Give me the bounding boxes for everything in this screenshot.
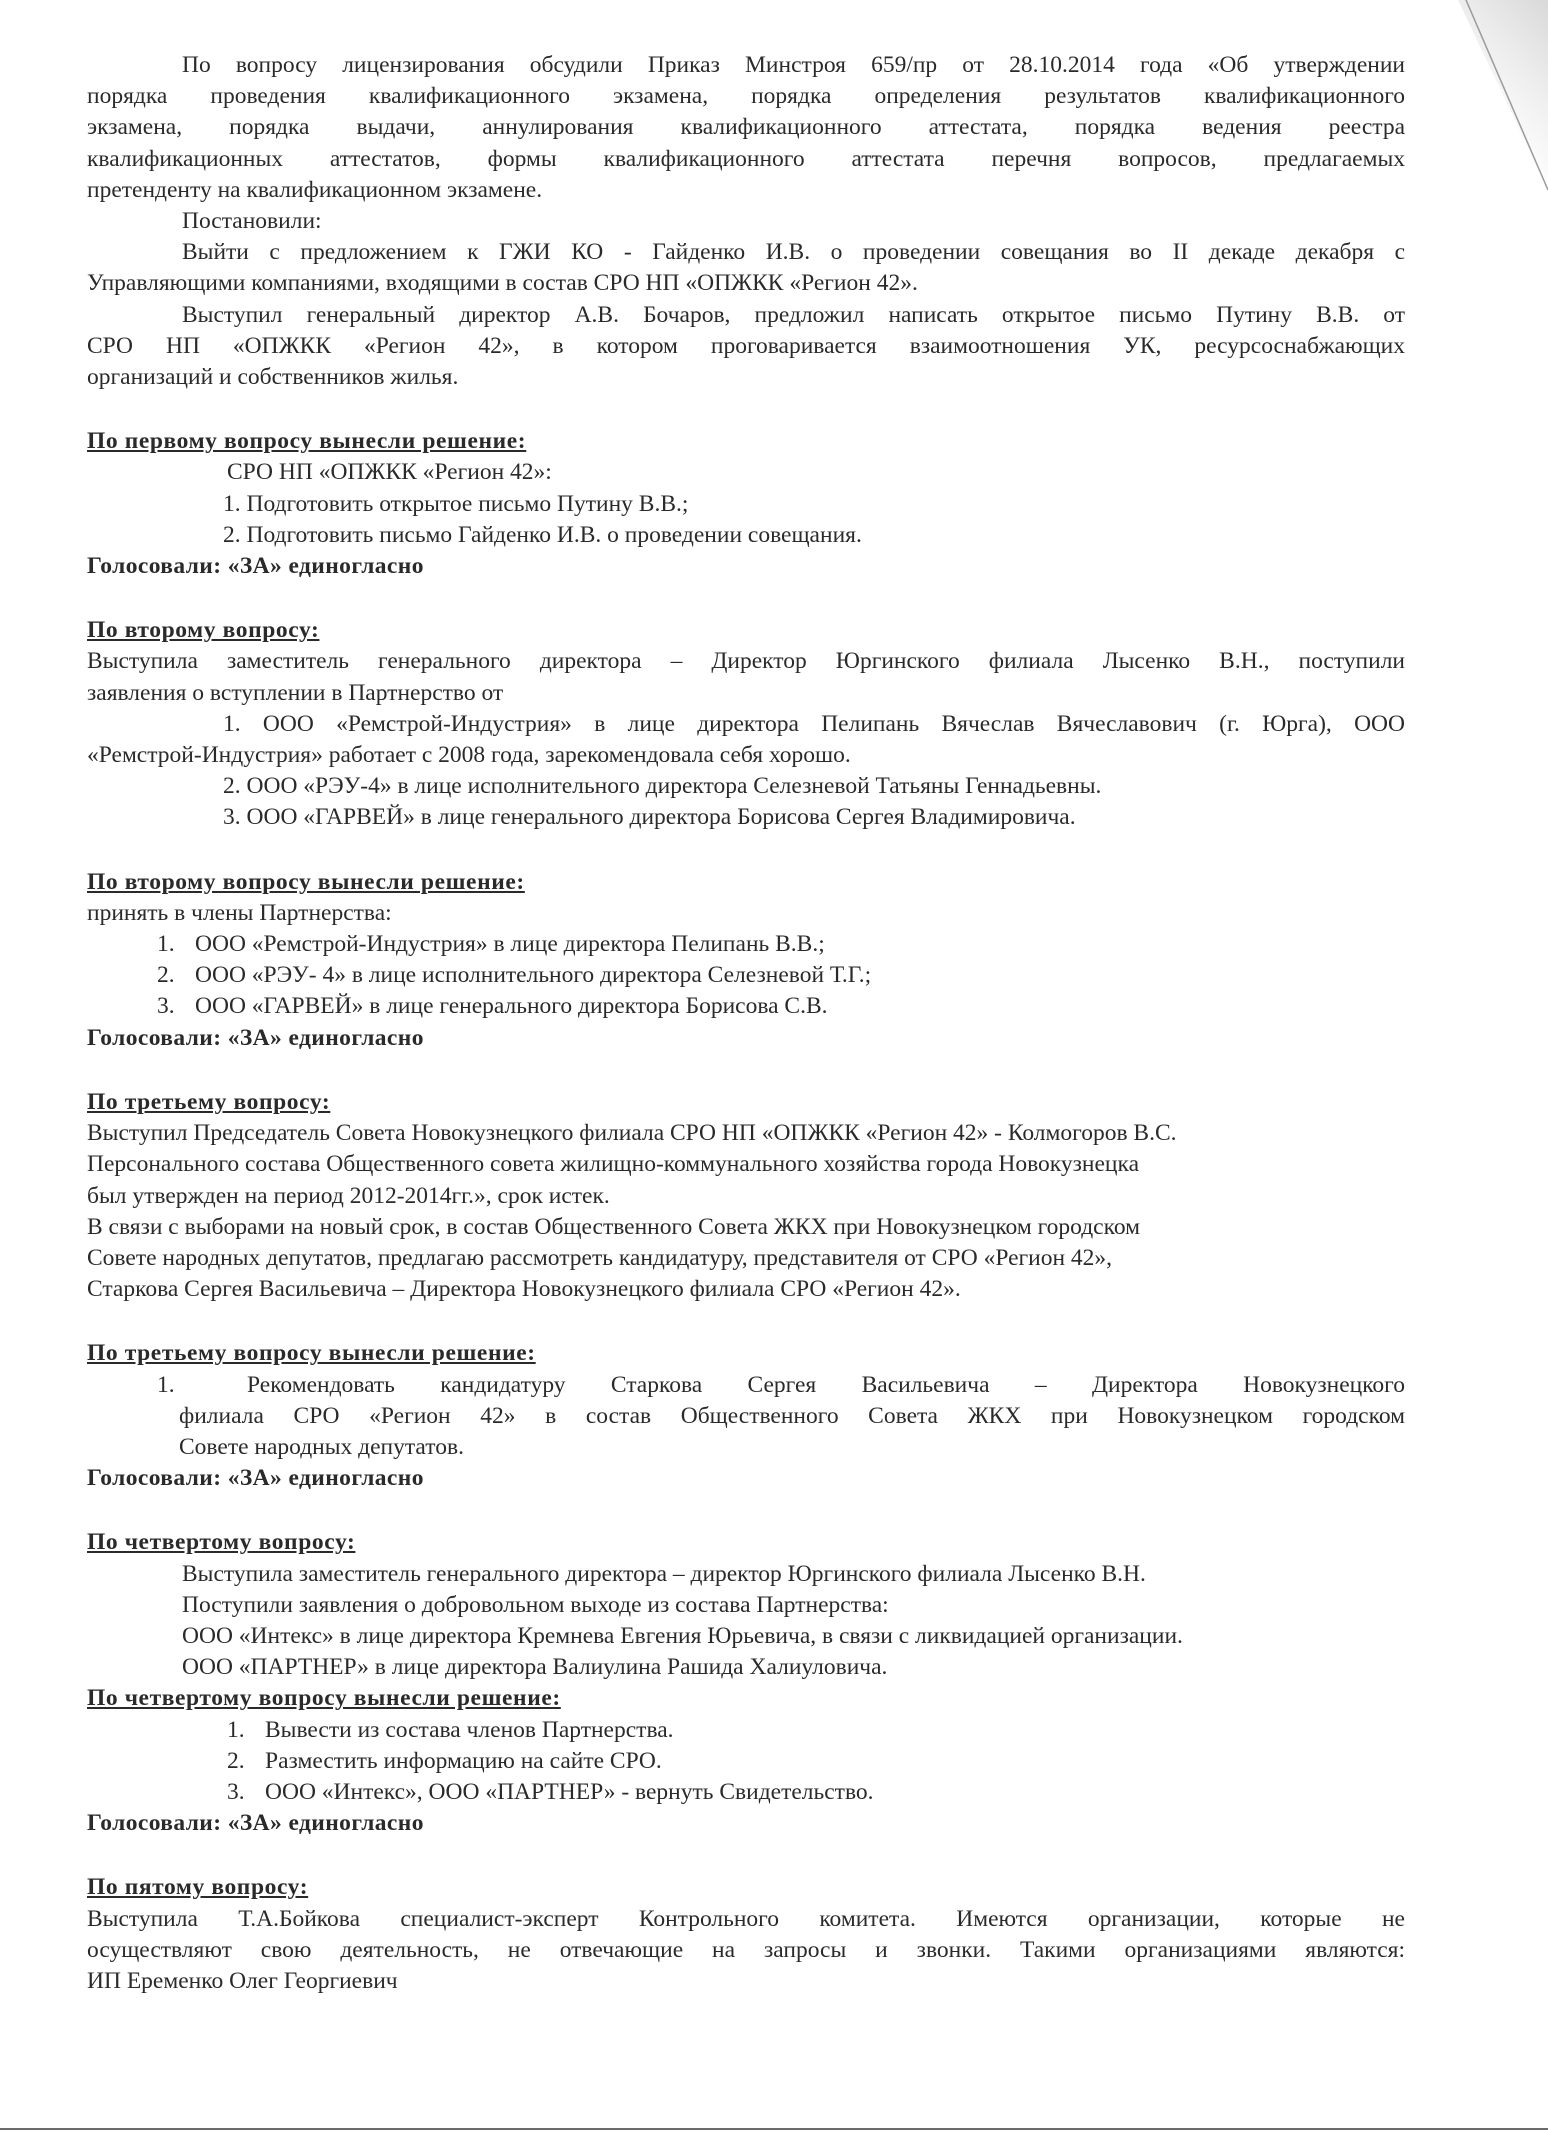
paragraph-line: Выступила заместитель генерального директора – директор Юргинского филиала Лысенко В.Н. [182, 1560, 1146, 1587]
q2-decision-section [87, 867, 1405, 1054]
item-text: Вывести из состава членов Партнерства. [265, 1716, 674, 1743]
application-item: 3. ООО «ГАРВЕЙ» в лице генерального директора Борисова Сергея Владимировича. [223, 804, 1076, 831]
section-heading: По четвертому вопросу вынесли решение: [87, 1685, 561, 1712]
decision-item [87, 960, 1405, 991]
item-text: ООО «Ремстрой-Индустрия» в лице директора Пелипань В.В.; [195, 931, 825, 958]
vote-result: Голосовали: «ЗА» единогласно [87, 1024, 424, 1051]
q4-section [87, 1527, 1405, 1683]
section-heading: По второму вопросу: [87, 617, 320, 644]
speech-line: организаций и собственников жилья. [87, 364, 459, 391]
item-number: 1. [227, 1716, 245, 1743]
paragraph-line: заявления о вступлении в Партнерство от [87, 679, 504, 706]
decision-item [87, 1715, 1405, 1746]
paragraph-line: Выступила заместитель генерального директора – Директор Юргинского филиала Лысенко В.Н., поступили [87, 648, 1405, 675]
q2-section [87, 615, 1405, 833]
item-text: Рекомендовать кандидатуру Старкова Сергея Васильевича – Директора Новокузнецкого [247, 1371, 1405, 1398]
intro-line: квалификационных аттестатов, формы квалификационного аттестата перечня вопросов, предлагаемых [87, 145, 1405, 172]
paragraph-line: был утвержден на период 2012-2014гг.», срок истек. [87, 1182, 610, 1209]
item-text: ООО «РЭУ- 4» в лице исполнительного директора Селезневой Т.Г.; [195, 962, 872, 989]
paragraph-line: ИП Еременко Олег Георгиевич [87, 1967, 398, 1994]
decision-item: 2. Подготовить письмо Гайденко И.В. о проведении совещания. [223, 521, 862, 548]
speech-line: СРО НП «ОПЖКК «Регион 42», в котором проговаривается взаимоотношения УК, ресурсоснабжающих [87, 332, 1405, 359]
item-number: 3. [157, 993, 175, 1020]
paragraph-line: Поступили заявления о добровольном выходе из состава Партнерства: [182, 1591, 889, 1618]
decision-item: 1. Подготовить открытое письмо Путину В.В.; [223, 490, 689, 517]
vote-result: Голосовали: «ЗА» единогласно [87, 553, 424, 580]
item-number: 2. [227, 1747, 245, 1774]
decision-item [87, 1746, 1405, 1777]
intro-line: экзамена, порядка выдачи, аннулирования квалификационного аттестата, порядка ведения реестра [87, 114, 1405, 141]
paragraph-line: осуществляют свою деятельность, не отвечающие на запросы и звонки. Такими организациями являются: [87, 1936, 1405, 1963]
q1-decision-section [87, 426, 1405, 582]
intro-line: По вопросу лицензирования обсудили Приказ Минстроя 659/пр от 28.10.2014 года «Об утверждении [182, 52, 1405, 78]
item-number: 1. [157, 1371, 175, 1398]
decision-item [87, 1370, 1405, 1401]
q5-section [87, 1872, 1405, 1997]
decision-item [87, 1777, 1405, 1808]
item-number: 3. [227, 1778, 245, 1805]
decision-intro: принять в члены Партнерства: [87, 899, 392, 926]
application-item-cont: «Ремстрой-Индустрия» работает с 2008 года, зарекомендовала себя хорошо. [87, 742, 851, 769]
item-text-cont: Совете народных депутатов. [179, 1433, 464, 1460]
resolution-line: Управляющими компаниями, входящими в состав СРО НП «ОПЖКК «Регион 42». [87, 270, 918, 297]
section-heading: По третьему вопросу вынесли решение: [87, 1340, 536, 1367]
paragraph-line: Персонального состава Общественного совета жилищно-коммунального хозяйства города Новокузнецка [87, 1151, 1140, 1178]
q3-decision-section [87, 1338, 1405, 1494]
page-corner-edge [1448, 0, 1548, 200]
section-heading: По первому вопросу вынесли решение: [87, 428, 527, 455]
item-number: 2. [157, 962, 175, 989]
item-text: ООО «Интекс», ООО «ПАРТНЕР» - вернуть Свидетельство. [265, 1778, 874, 1805]
decision-item [87, 991, 1405, 1022]
section-heading: По второму вопросу вынесли решение: [87, 868, 525, 895]
resolution-line: Выйти с предложением к ГЖИ КО - Гайденко И.В. о проведении совещания во II декаде декабря с [182, 239, 1405, 266]
vote-result: Голосовали: «ЗА» единогласно [87, 1465, 424, 1492]
paragraph-line: Выступила Т.А.Бойкова специалист-эксперт Контрольного комитета. Имеются организации, которые не [87, 1905, 1405, 1932]
bottom-scan-edge [0, 2128, 1548, 2130]
intro-line: порядка проведения квалификационного экзамена, порядка определения результатов квалификационного [87, 83, 1405, 110]
intro-section [87, 50, 1405, 393]
item-number: 1. [157, 931, 175, 958]
section-heading: По пятому вопросу: [87, 1874, 309, 1901]
application-item: 1. ООО «Ремстрой-Индустрия» в лице директора Пелипань Вячеслав Вячеславович (г. Юрга), ООО [223, 710, 1405, 737]
item-text: Разместить информацию на сайте СРО. [265, 1747, 662, 1774]
document-page [87, 50, 1405, 1997]
item-text-cont: филиала СРО «Регион 42» в состав Общественного Совета ЖКХ при Новокузнецком городском [179, 1402, 1405, 1429]
resolved-label: Постановили: [182, 208, 322, 235]
paragraph-line: ООО «Интекс» в лице директора Кремнева Евгения Юрьевича, в связи с ликвидацией организации. [182, 1622, 1183, 1649]
paragraph-line: Старкова Сергея Васильевича – Директора Новокузнецкого филиала СРО «Регион 42». [87, 1276, 961, 1303]
speech-line: Выступил генеральный директор А.В. Бочаров, предложил написать открытое письмо Путину В.В. от [182, 301, 1405, 328]
decision-org: СРО НП «ОПЖКК «Регион 42»: [227, 459, 552, 486]
vote-result: Голосовали: «ЗА» единогласно [87, 1810, 424, 1837]
section-heading: По третьему вопросу: [87, 1088, 331, 1115]
section-heading: По четвертому вопросу: [87, 1529, 356, 1556]
paragraph-line: ООО «ПАРТНЕР» в лице директора Валиулина Рашида Халиуловича. [182, 1654, 888, 1681]
q4-decision-section [87, 1683, 1405, 1839]
item-text: ООО «ГАРВЕЙ» в лице генерального директора Борисова С.В. [195, 993, 828, 1020]
decision-item [87, 929, 1405, 960]
paragraph-line: Выступил Председатель Совета Новокузнецкого филиала СРО НП «ОПЖКК «Регион 42» - Колмогоров В.С. [87, 1120, 1177, 1147]
application-item: 2. ООО «РЭУ-4» в лице исполнительного директора Селезневой Татьяны Геннадьевны. [223, 773, 1102, 800]
paragraph-line: В связи с выборами на новый срок, в состав Общественного Совета ЖКХ при Новокузнецком городском [87, 1213, 1141, 1240]
paragraph-line: Совете народных депутатов, предлагаю рассмотреть кандидатуру, представителя от СРО «Регион 42», [87, 1244, 1113, 1271]
intro-line: претенденту на квалификационном экзамене. [87, 176, 543, 203]
q3-section [87, 1087, 1405, 1305]
